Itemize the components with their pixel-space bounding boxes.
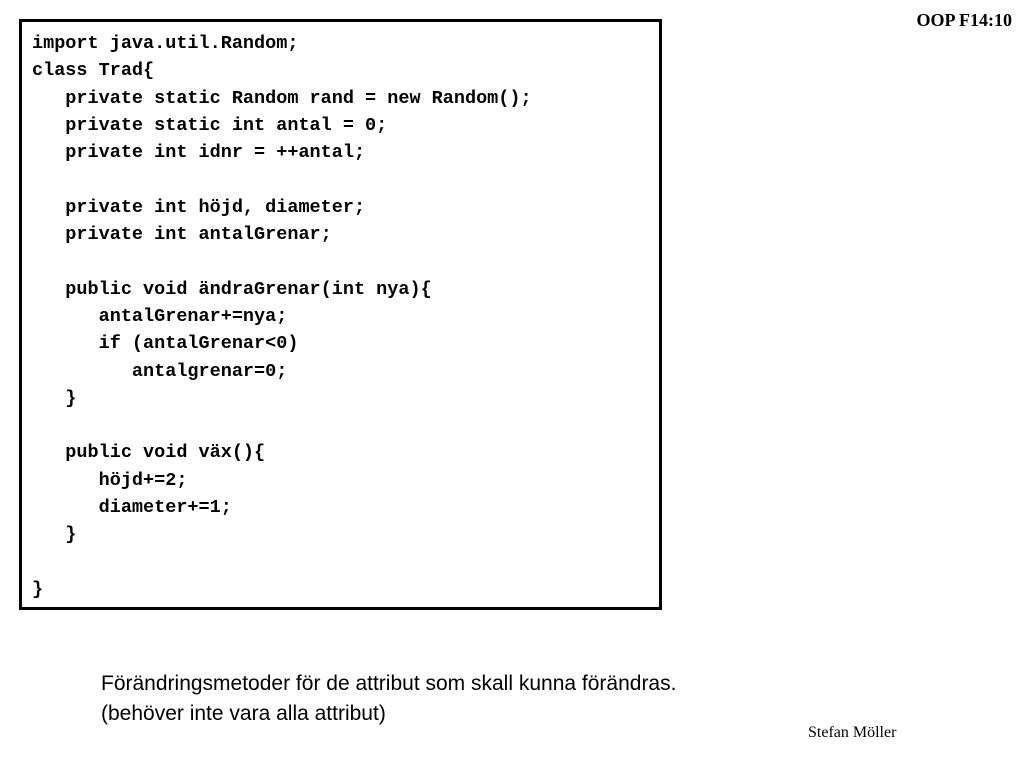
code-line: if (antalGrenar<0) [32, 333, 299, 355]
code-line: private int idnr = ++antal; [32, 142, 366, 164]
code-box [19, 19, 662, 610]
author-name: Stefan Möller [808, 724, 897, 741]
code-line: } [32, 387, 77, 409]
code-line: } [32, 578, 44, 600]
code-line: private int antalGrenar; [32, 224, 332, 246]
code-line: class Trad{ [32, 60, 155, 82]
code-line: private static Random rand = new Random(); [32, 87, 532, 109]
code-line: } [32, 524, 77, 546]
caption [101, 669, 676, 729]
code-line [32, 549, 532, 576]
code-line: höjd+=2; [32, 469, 188, 491]
code-line [32, 248, 532, 275]
code-line [32, 166, 532, 193]
code-line [32, 412, 532, 439]
code-line: private static int antal = 0; [32, 114, 388, 136]
caption-line-1: Förändringsmetoder för de attribut som skall kunna förändras. [101, 672, 677, 695]
slide-number: OOP F14:10 [916, 10, 1012, 30]
code-line: antalgrenar=0; [32, 360, 288, 382]
code-line: import java.util.Random; [32, 33, 299, 54]
code-block [32, 30, 532, 603]
code-line: antalGrenar+=nya; [32, 305, 288, 327]
caption-line-2: (behöver inte vara alla attribut) [101, 702, 386, 725]
code-line: public void ändraGrenar(int nya){ [32, 278, 432, 300]
code-line: public void väx(){ [32, 442, 266, 464]
code-line: private int höjd, diameter; [32, 196, 366, 218]
code-line: diameter+=1; [32, 497, 232, 519]
